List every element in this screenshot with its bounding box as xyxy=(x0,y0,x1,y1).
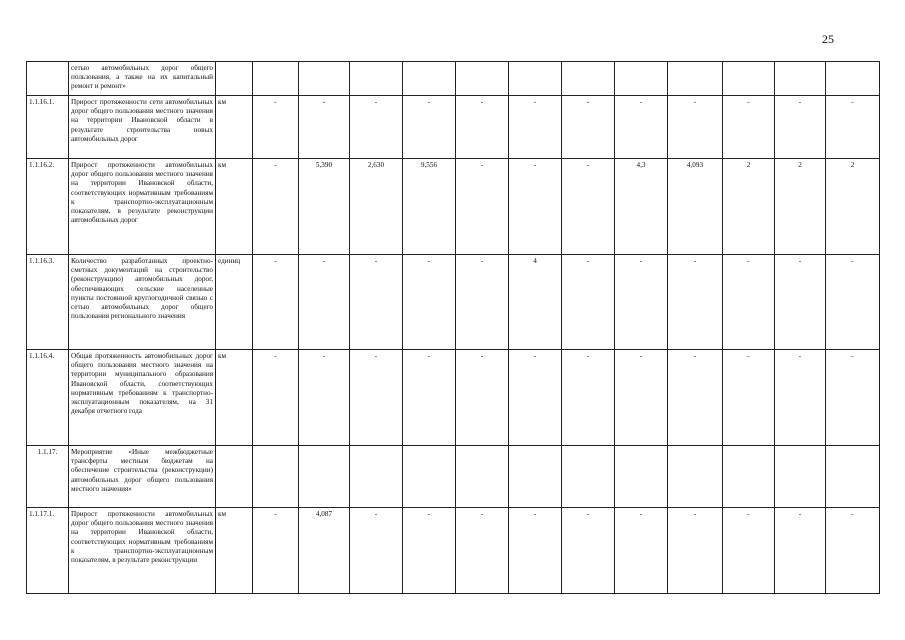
value-cell: - xyxy=(403,508,456,594)
unit-cell xyxy=(216,62,253,96)
value-cell: - xyxy=(562,350,615,446)
unit-cell: км xyxy=(216,96,253,159)
value-cell xyxy=(562,446,615,508)
row-number: 1.1.17.1. xyxy=(27,508,69,594)
value-cell xyxy=(723,62,775,96)
value-cell: - xyxy=(299,350,350,446)
value-cell: - xyxy=(350,96,403,159)
value-cell: - xyxy=(253,159,299,255)
row-number: 1.1.17. xyxy=(27,446,69,508)
value-cell: - xyxy=(775,508,826,594)
value-cell: 4 xyxy=(509,255,562,350)
value-cell: - xyxy=(403,350,456,446)
value-cell xyxy=(253,62,299,96)
value-cell: - xyxy=(562,96,615,159)
value-cell: 4,087 xyxy=(299,508,350,594)
value-cell: - xyxy=(509,508,562,594)
unit-cell: единиц xyxy=(216,255,253,350)
value-cell: - xyxy=(350,255,403,350)
row-number: 1.1.16.4. xyxy=(27,350,69,446)
row-number: 1.1.16.3. xyxy=(27,255,69,350)
value-cell: - xyxy=(509,350,562,446)
value-cell: - xyxy=(668,350,723,446)
value-cell: - xyxy=(826,96,880,159)
value-cell: - xyxy=(253,350,299,446)
value-cell: - xyxy=(615,96,668,159)
value-cell xyxy=(456,62,509,96)
value-cell: - xyxy=(723,255,775,350)
value-cell xyxy=(775,446,826,508)
value-cell: - xyxy=(456,350,509,446)
value-cell: 4,093 xyxy=(668,159,723,255)
value-cell xyxy=(403,446,456,508)
value-cell: - xyxy=(403,96,456,159)
value-cell: - xyxy=(615,508,668,594)
value-cell xyxy=(826,62,880,96)
value-cell: - xyxy=(562,255,615,350)
value-cell: - xyxy=(775,96,826,159)
value-cell: 4,3 xyxy=(615,159,668,255)
value-cell xyxy=(668,446,723,508)
table-row xyxy=(27,159,880,255)
value-cell: - xyxy=(456,96,509,159)
value-cell: - xyxy=(253,255,299,350)
value-cell: - xyxy=(668,255,723,350)
row-number xyxy=(27,62,69,96)
value-cell: 2 xyxy=(775,159,826,255)
value-cell: - xyxy=(615,350,668,446)
page-number: 25 xyxy=(822,32,834,46)
indicator-name: Прирост протяженности сети автомобильных дорог общего пользования местного значения на территории Ивановской области в результате строительства новых автомобильных дорог xyxy=(69,96,216,159)
value-cell: - xyxy=(253,96,299,159)
value-cell: 2,630 xyxy=(350,159,403,255)
value-cell: 2 xyxy=(826,159,880,255)
indicator-name: Общая протяженность автомобильных дорог общего пользования местного значения на территории муниципального образования Ивановской области, соответствующих нормативным требованиям к транспортно-эксплуатационным показателям, на 31 декабря отчетного года xyxy=(69,350,216,446)
row-number: 1.1.16.1. xyxy=(27,96,69,159)
value-cell xyxy=(615,446,668,508)
value-cell: - xyxy=(456,159,509,255)
table-row xyxy=(27,446,880,508)
value-cell: 2 xyxy=(723,159,775,255)
value-cell xyxy=(775,62,826,96)
value-cell xyxy=(350,446,403,508)
value-cell: - xyxy=(456,508,509,594)
unit-cell xyxy=(216,446,253,508)
value-cell: - xyxy=(668,96,723,159)
value-cell: - xyxy=(299,255,350,350)
value-cell: - xyxy=(253,508,299,594)
value-cell: - xyxy=(723,508,775,594)
table-row xyxy=(27,62,880,96)
value-cell: - xyxy=(723,96,775,159)
value-cell: - xyxy=(456,255,509,350)
value-cell: - xyxy=(299,96,350,159)
unit-cell: км xyxy=(216,508,253,594)
indicator-name: сетью автомобильных дорог общего пользования, а также на их капитальный ремонт и ремонт» xyxy=(69,62,216,96)
table-row xyxy=(27,255,880,350)
indicators-table xyxy=(26,61,880,594)
value-cell xyxy=(615,62,668,96)
value-cell xyxy=(299,446,350,508)
unit-cell: км xyxy=(216,350,253,446)
value-cell xyxy=(562,62,615,96)
value-cell: - xyxy=(615,255,668,350)
value-cell: - xyxy=(350,350,403,446)
value-cell xyxy=(668,62,723,96)
row-number: 1.1.16.2. xyxy=(27,159,69,255)
value-cell xyxy=(253,446,299,508)
unit-cell: км xyxy=(216,159,253,255)
value-cell: - xyxy=(775,255,826,350)
value-cell: - xyxy=(509,96,562,159)
value-cell xyxy=(299,62,350,96)
value-cell xyxy=(723,446,775,508)
value-cell: - xyxy=(562,159,615,255)
table-row xyxy=(27,96,880,159)
value-cell xyxy=(509,446,562,508)
value-cell xyxy=(826,446,880,508)
value-cell: - xyxy=(403,255,456,350)
indicator-name: Количество разработанных проектно-сметных документаций на строительство (реконструкцию) автомобильных дорог, обеспечивающих сельские населенные пункты постоянной круглогодичной связью с сетью автомобильных дорог общего пользования регионального значения xyxy=(69,255,216,350)
value-cell: - xyxy=(350,508,403,594)
indicator-name: Мероприятие «Иные межбюджетные трансферты местным бюджетам на обеспечение строительства (реконструкции) автомобильных дорог общего пользования местного значения» xyxy=(69,446,216,508)
table-row xyxy=(27,350,880,446)
value-cell: - xyxy=(668,508,723,594)
value-cell: 9,556 xyxy=(403,159,456,255)
value-cell: - xyxy=(723,350,775,446)
indicator-name: Прирост протяженности автомобильных дорог общего пользования местного значения на территории Ивановской области, соответствующих нормативным требованиям к транспортно-эксплуатационным показателям, в результате реконструкции xyxy=(69,508,216,594)
value-cell xyxy=(350,62,403,96)
value-cell: - xyxy=(826,350,880,446)
value-cell: - xyxy=(775,350,826,446)
value-cell: - xyxy=(562,508,615,594)
value-cell xyxy=(509,62,562,96)
table-body xyxy=(27,62,880,594)
indicator-name: Прирост протяженности автомобильных дорог общего пользования местного значения на территории Ивановской области, соответствующих нормативным требованиям к транспортно-эксплуатационным показателям, в результате реконструкции автомобильных дорог xyxy=(69,159,216,255)
value-cell: - xyxy=(509,159,562,255)
table-row xyxy=(27,508,880,594)
value-cell: 5,390 xyxy=(299,159,350,255)
value-cell: - xyxy=(826,255,880,350)
value-cell xyxy=(456,446,509,508)
value-cell: - xyxy=(826,508,880,594)
value-cell xyxy=(403,62,456,96)
